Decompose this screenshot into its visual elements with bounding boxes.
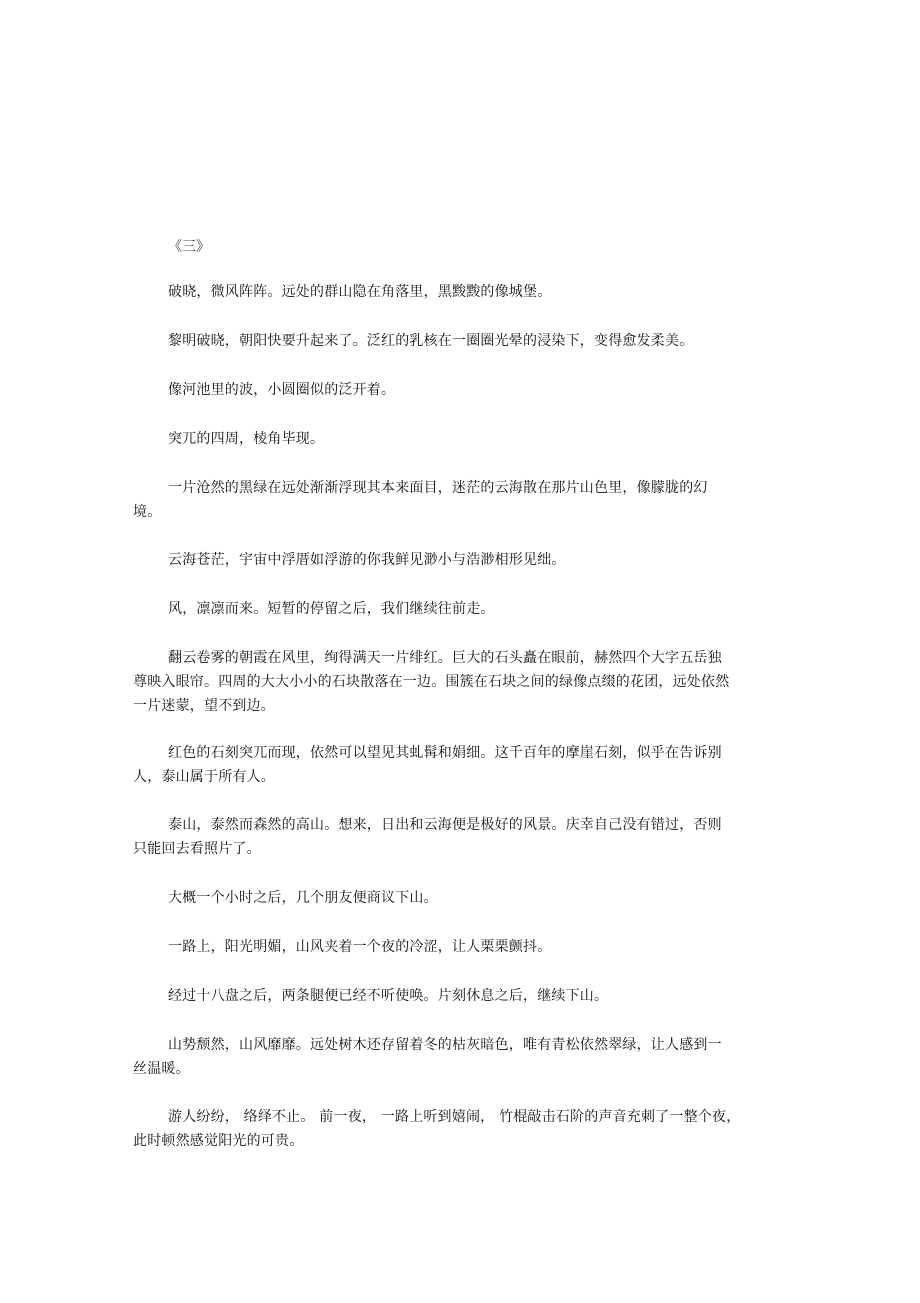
paragraph: 像河池里的波，小圆圈似的泛开着。	[168, 382, 396, 398]
paragraph: 风，凛凛而来。短暂的停留之后，我们继续往前走。	[168, 601, 495, 617]
paragraph: 黎明破晓，朝阳快要升起来了。泛红的乳核在一圈圈光晕的浸染下，变得愈发柔美。	[168, 333, 694, 349]
paragraph: 一片沧然的黑绿在远处渐渐浮现其本来面目，迷茫的云海散在那片山色里，像朦胧的幻境。	[133, 480, 708, 520]
paragraph: 一路上，阳光明媚，山风夹着一个夜的冷涩，让人栗栗颤抖。	[168, 939, 552, 955]
paragraph: 山势颓然，山风靡靡。远处树木还存留着冬的枯灰暗色，唯有青松依然翠绿，让人感到一丝温暖。	[133, 1037, 722, 1077]
paragraph: 泰山，泰然而森然的高山。想来，日出和云海便是极好的风景。庆幸自己没有错过，否则只能回去看照片了。	[133, 817, 722, 857]
paragraph: 翻云卷雾的朝霞在风里，绚得满天一片绯红。巨大的石头矗在眼前，赫然四个大字五岳独尊映入眼帘。四周的大大小小的石块散落在一边。围簇在石块之间的绿像点缀的花团，远处依然一片迷蒙，望不到边。	[133, 650, 730, 714]
paragraph: 突兀的四周，棱角毕现。	[168, 431, 325, 447]
paragraph: 游人纷纷， 络绎不止。 前一夜， 一路上听到嬉闹， 竹棍敲击石阶的声音充刺了一整个夜，此时顿然感觉阳光的可贵。	[133, 1109, 741, 1149]
paragraph: 红色的石刻突兀而现，依然可以望见其虬髯和娟细。这千百年的摩崖石刻，似乎在告诉别人，泰山属于所有人。	[133, 745, 722, 785]
paragraph: 云海苍茫，宇宙中浮厝如浮游的你我鲜见渺小与浩渺相形见绌。	[168, 552, 566, 568]
paragraph: 经过十八盘之后，两条腿便已经不听使唤。片刻休息之后，继续下山。	[168, 988, 609, 1004]
paragraph: 破晓，微风阵阵。远处的群山隐在角落里，黑黢黢的像城堡。	[168, 284, 552, 300]
paragraph: 大概一个小时之后，几个朋友便商议下山。	[168, 890, 438, 906]
section-heading: 《三》	[168, 239, 210, 255]
